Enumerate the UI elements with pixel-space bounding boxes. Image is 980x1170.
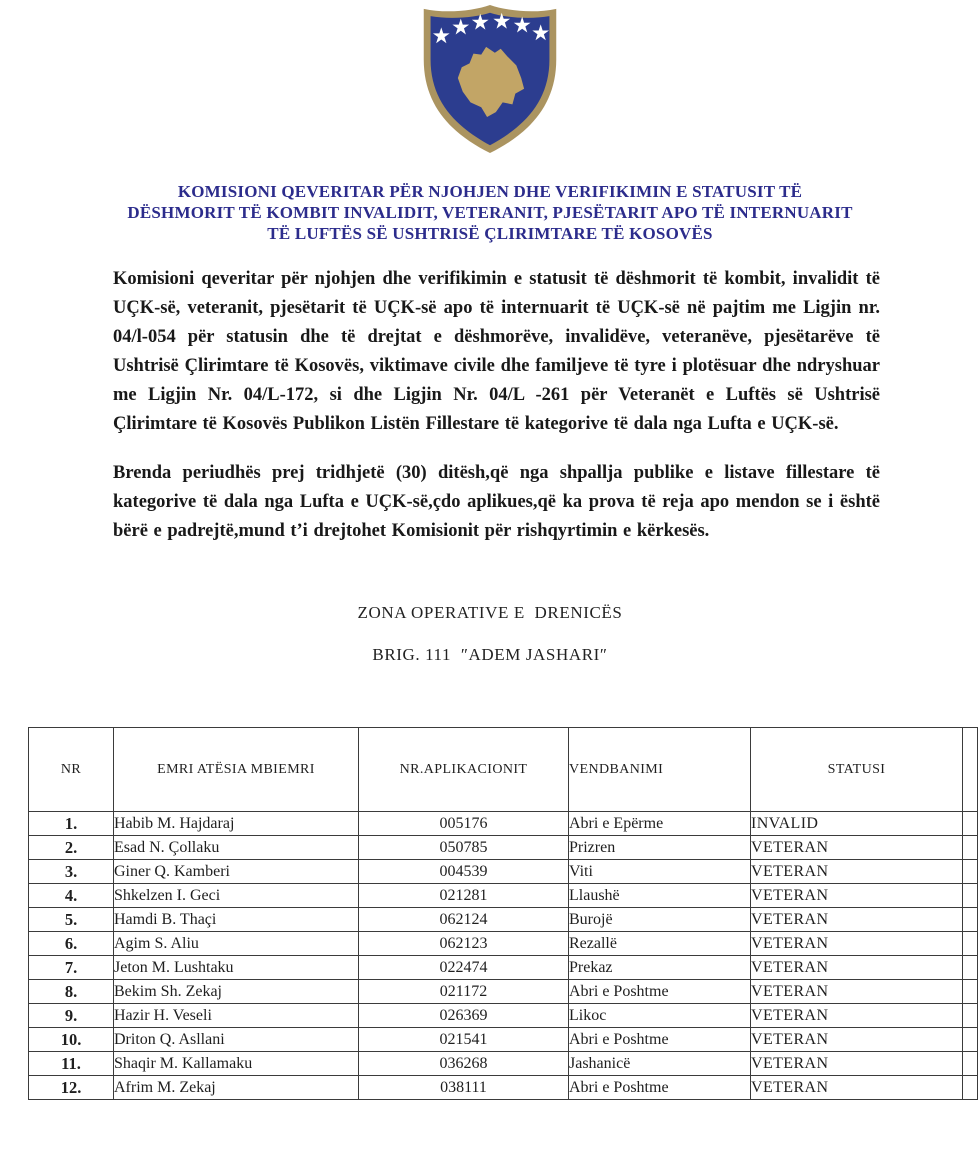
spacer-cell <box>963 980 978 1004</box>
name-cell: Bekim Sh. Zekaj <box>114 980 359 1004</box>
application-number-cell: 005176 <box>359 812 569 836</box>
commission-title-line-1: KOMISIONI QEVERITAR PËR NJOHJEN DHE VERIFIKIMIN E STATUSIT TË <box>177 182 803 201</box>
status-cell: VETERAN <box>751 860 963 884</box>
application-number-cell: 004539 <box>359 860 569 884</box>
table-row <box>29 860 978 884</box>
residence-cell: Rezallë <box>569 932 751 956</box>
header-residence: VENDBANIMI <box>569 728 751 812</box>
status-cell: VETERAN <box>751 1028 963 1052</box>
table-row <box>29 1076 978 1100</box>
residence-cell: Jashanicë <box>569 1052 751 1076</box>
header-application-number: NR.APLIKACIONIT <box>359 728 569 812</box>
row-number-cell: 11. <box>29 1052 114 1076</box>
application-number-cell: 022474 <box>359 956 569 980</box>
residence-cell: Abri e Poshtme <box>569 1028 751 1052</box>
table-body <box>29 812 978 1100</box>
name-cell: Shaqir M. Kallamaku <box>114 1052 359 1076</box>
residence-cell: Abri e Poshtme <box>569 1076 751 1100</box>
spacer-cell <box>963 860 978 884</box>
row-number-cell: 6. <box>29 932 114 956</box>
status-cell: VETERAN <box>751 1004 963 1028</box>
application-number-cell: 021172 <box>359 980 569 1004</box>
table-row <box>29 908 978 932</box>
table-row <box>29 1052 978 1076</box>
spacer-cell <box>963 884 978 908</box>
row-number-cell: 8. <box>29 980 114 1004</box>
status-cell: VETERAN <box>751 1052 963 1076</box>
table-row <box>29 812 978 836</box>
name-cell: Esad N. Çollaku <box>114 836 359 860</box>
table-row <box>29 1004 978 1028</box>
residence-cell: Llaushë <box>569 884 751 908</box>
residence-cell: Abri e Poshtme <box>569 980 751 1004</box>
table-row <box>29 956 978 980</box>
application-number-cell: 038111 <box>359 1076 569 1100</box>
commission-title-line-2: DËSHMORIT TË KOMBIT INVALIDIT, VETERANIT, PJESËTARIT APO TË INTERNUARIT <box>127 203 853 222</box>
appeal-paragraph: Brenda periudhës prej tridhjetë (30) ditësh,që nga shpallja publike e listave fillestare të kategorive të dala nga Lufta e UÇK-së,çdo aplikues,që ka prova të reja apo mendon se i është bërë e padrejtë,mund t’i drejtohet Komisionit për rishqyrtimin e kërkesës. <box>113 463 880 541</box>
spacer-cell <box>963 1076 978 1100</box>
status-cell: VETERAN <box>751 836 963 860</box>
commission-title-line-3: TË LUFTËS SË USHTRISË ÇLIRIMTARE TË KOSOVËS <box>267 224 713 243</box>
brigade-heading: BRIG. 111 ″ADEM JASHARI″ <box>372 645 608 664</box>
spacer-cell <box>963 1004 978 1028</box>
application-number-cell: 026369 <box>359 1004 569 1028</box>
spacer-cell <box>963 908 978 932</box>
table-row <box>29 932 978 956</box>
application-number-cell: 021541 <box>359 1028 569 1052</box>
status-cell: INVALID <box>751 812 963 836</box>
table-row <box>29 1028 978 1052</box>
row-number-cell: 12. <box>29 1076 114 1100</box>
residence-cell: Likoc <box>569 1004 751 1028</box>
status-cell: VETERAN <box>751 956 963 980</box>
application-number-cell: 050785 <box>359 836 569 860</box>
table-row <box>29 836 978 860</box>
veterans-roster-table <box>28 727 978 1100</box>
row-number-cell: 10. <box>29 1028 114 1052</box>
application-number-cell: 062123 <box>359 932 569 956</box>
name-cell: Shkelzen I. Geci <box>114 884 359 908</box>
application-number-cell: 036268 <box>359 1052 569 1076</box>
status-cell: VETERAN <box>751 932 963 956</box>
row-number-cell: 2. <box>29 836 114 860</box>
header-spacer <box>963 728 978 812</box>
status-cell: VETERAN <box>751 1076 963 1100</box>
header-nr: NR <box>29 728 114 812</box>
application-number-cell: 062124 <box>359 908 569 932</box>
name-cell: Jeton M. Lushtaku <box>114 956 359 980</box>
name-cell: Agim S. Aliu <box>114 932 359 956</box>
status-cell: VETERAN <box>751 884 963 908</box>
name-cell: Hamdi B. Thaçi <box>114 908 359 932</box>
spacer-cell <box>963 932 978 956</box>
residence-cell: Burojë <box>569 908 751 932</box>
row-number-cell: 5. <box>29 908 114 932</box>
name-cell: Hazir H. Veseli <box>114 1004 359 1028</box>
table-row <box>29 980 978 1004</box>
intro-paragraph: Komisioni qeveritar për njohjen dhe verifikimin e statusit të dëshmorit të kombit, invalidit të UÇK-së, veteranit, pjesëtarit të UÇK-së apo të internuarit të UÇK-së në pajtim me Ligjin nr. 04/l-054 për statusin dhe të drejtat e dëshmorëve, invalidëve, veteranëve, pjesëtarëve të Ushtrisë Çlirimtare të Kosovës, viktimave civile dhe familjeve të tyre i plotësuar dhe ndryshuar me Ligjin Nr. 04/L-172, si dhe Ligjin Nr. 04/L -261 për Veteranët e Luftës së Ushtrisë Çlirimtare të Kosovës Publikon Listën Fillestare të kategorive të dala nga Lufta e UÇK-së. <box>113 269 880 434</box>
name-cell: Giner Q. Kamberi <box>114 860 359 884</box>
name-cell: Habib M. Hajdaraj <box>114 812 359 836</box>
residence-cell: Viti <box>569 860 751 884</box>
header-status: STATUSI <box>751 728 963 812</box>
name-cell: Afrim M. Zekaj <box>114 1076 359 1100</box>
residence-cell: Abri e Epërme <box>569 812 751 836</box>
spacer-cell <box>963 956 978 980</box>
operative-zone-heading: ZONA OPERATIVE E DRENICËS <box>357 603 623 622</box>
spacer-cell <box>963 812 978 836</box>
row-number-cell: 4. <box>29 884 114 908</box>
spacer-cell <box>963 836 978 860</box>
name-cell: Driton Q. Asllani <box>114 1028 359 1052</box>
residence-cell: Prekaz <box>569 956 751 980</box>
commission-title <box>80 181 900 244</box>
row-number-cell: 1. <box>29 812 114 836</box>
application-number-cell: 021281 <box>359 884 569 908</box>
table-header-row <box>29 728 978 812</box>
spacer-cell <box>963 1052 978 1076</box>
header-name: EMRI ATËSIA MBIEMRI <box>114 728 359 812</box>
status-cell: VETERAN <box>751 908 963 932</box>
status-cell: VETERAN <box>751 980 963 1004</box>
spacer-cell <box>963 1028 978 1052</box>
table-row <box>29 884 978 908</box>
row-number-cell: 9. <box>29 1004 114 1028</box>
row-number-cell: 7. <box>29 956 114 980</box>
residence-cell: Prizren <box>569 836 751 860</box>
kosovo-coat-of-arms-icon <box>414 3 566 155</box>
row-number-cell: 3. <box>29 860 114 884</box>
